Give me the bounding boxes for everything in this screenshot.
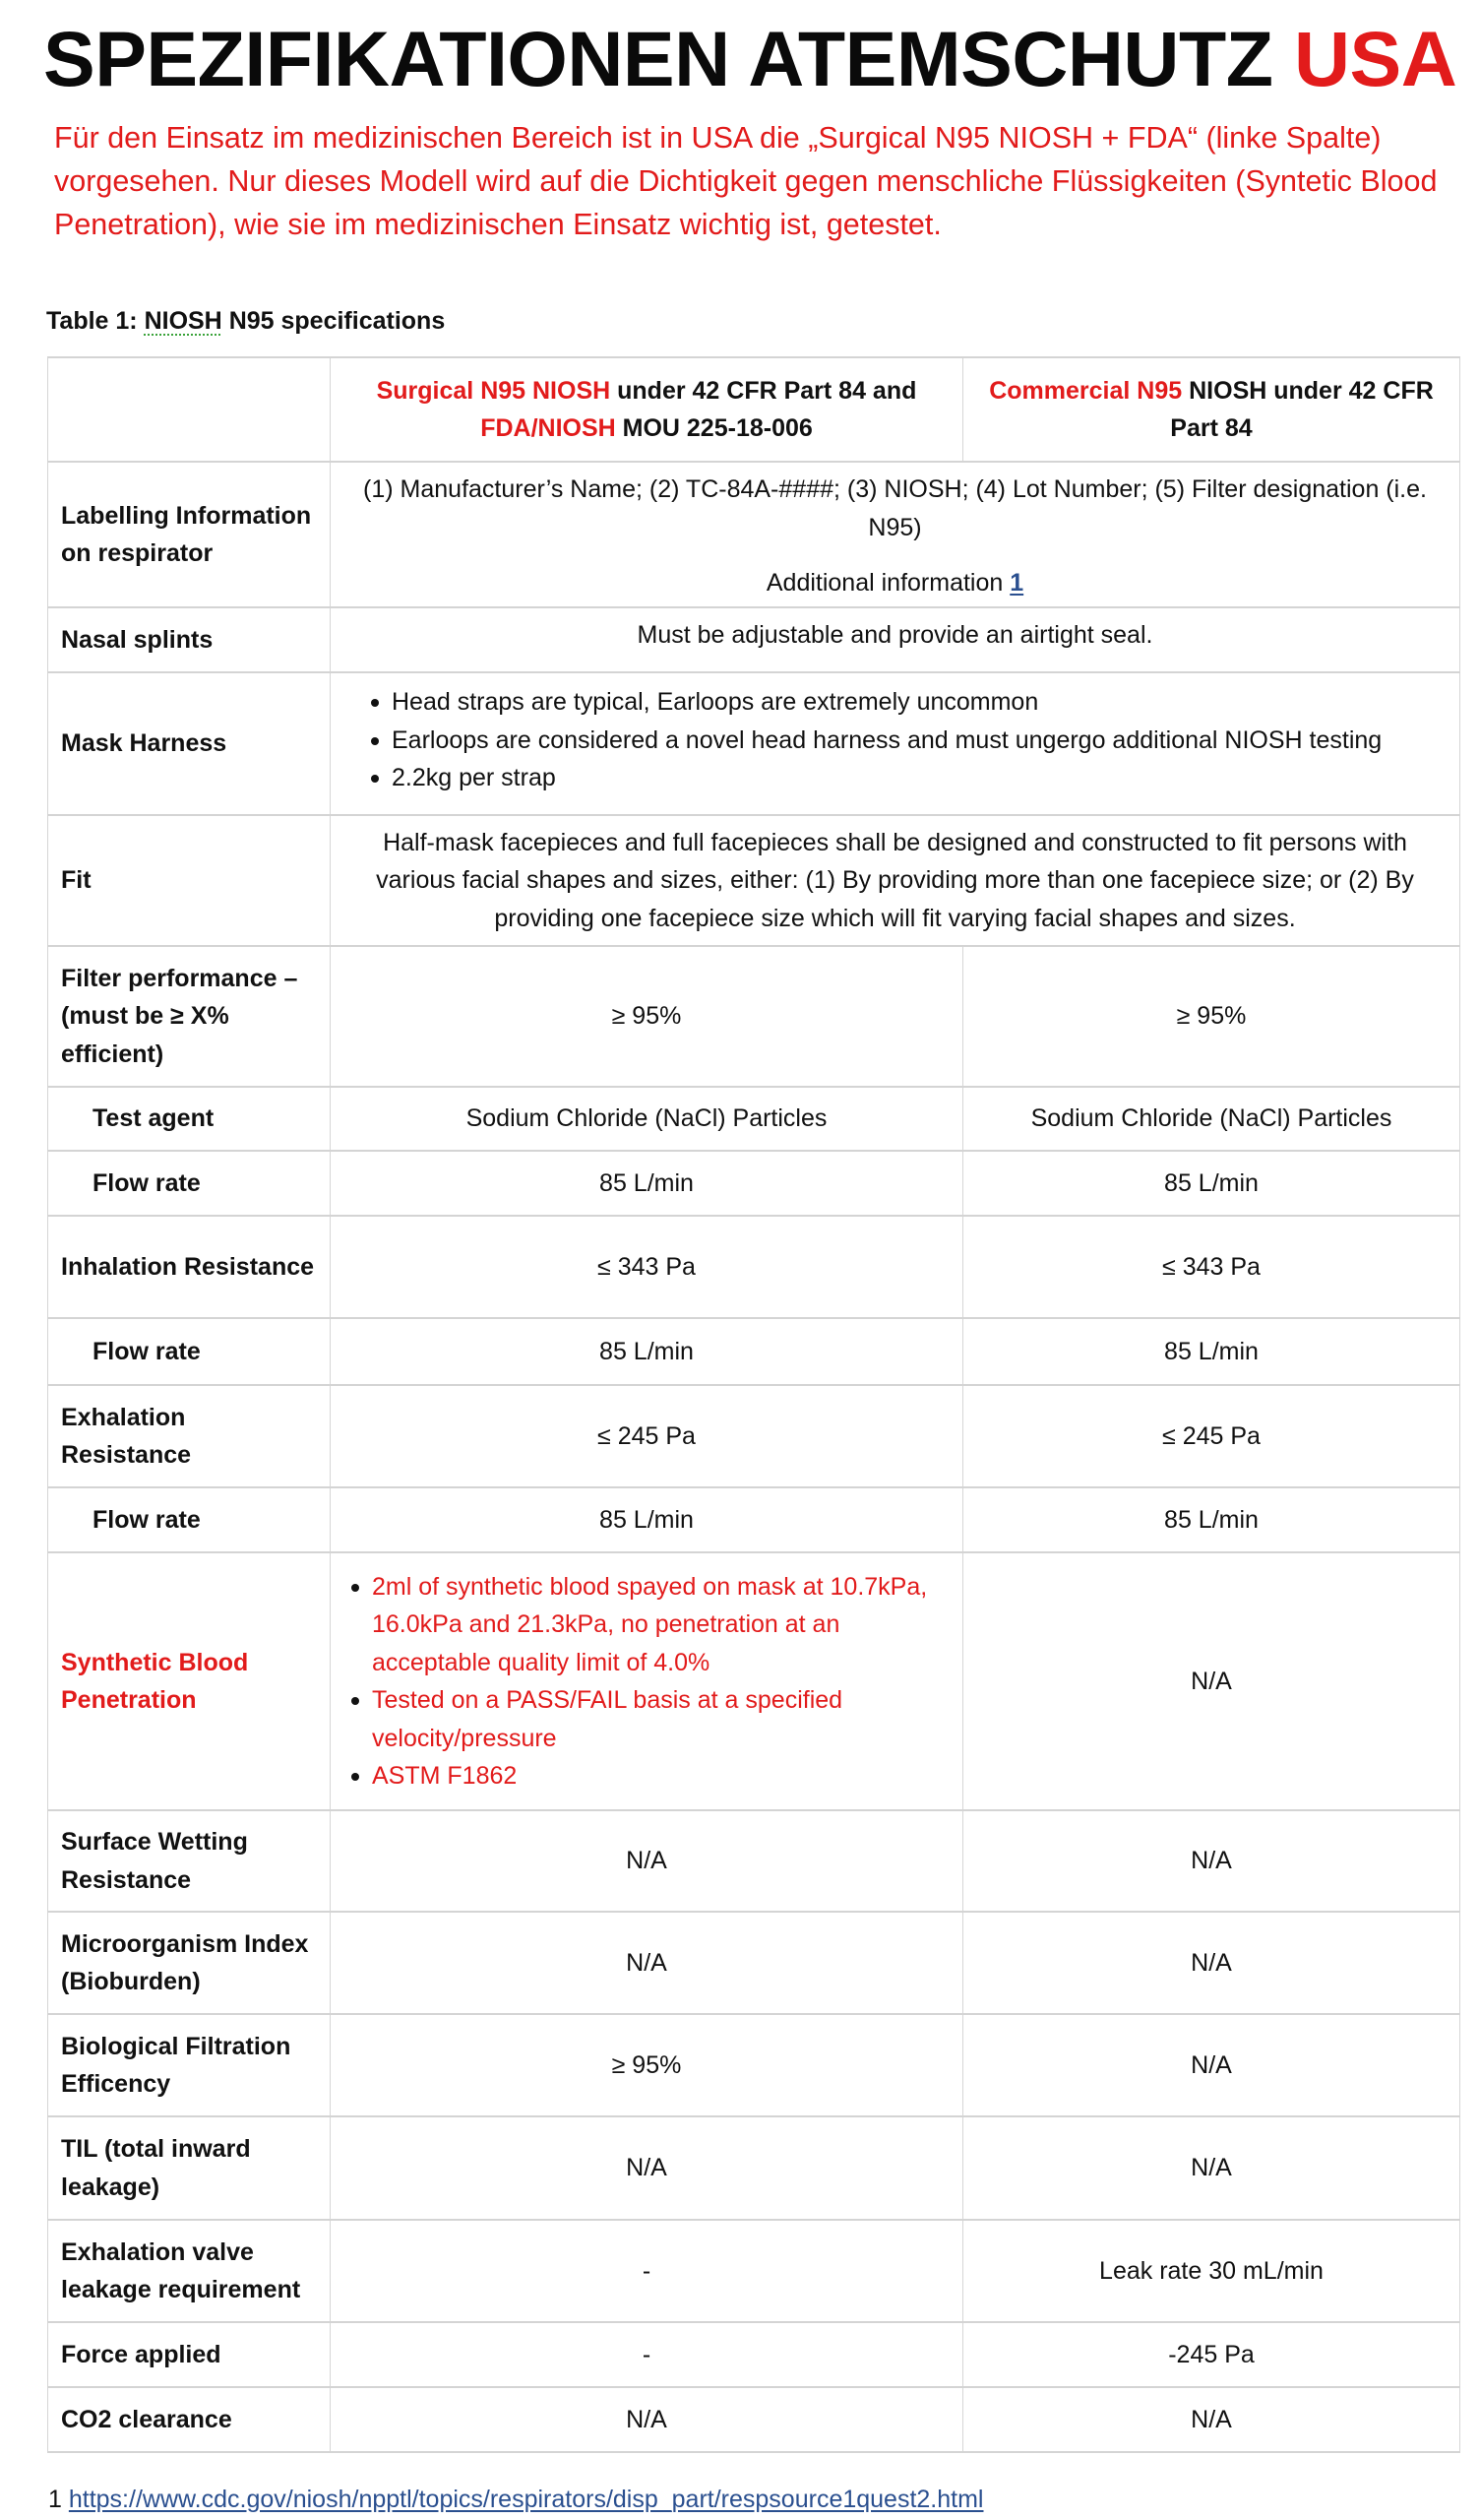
cell-commercial: N/A xyxy=(963,2387,1460,2452)
cell-surgical: - xyxy=(331,2220,963,2322)
cell-commercial: -245 Pa xyxy=(963,2322,1460,2387)
row-label: Fit xyxy=(48,815,331,946)
row-label: Inhalation Resistance xyxy=(48,1216,331,1318)
row-label: TIL (total inward leakage) xyxy=(48,2116,331,2220)
caption-suffix: N95 specifications xyxy=(221,307,446,335)
table-row xyxy=(48,815,1460,946)
cell-surgical: N/A xyxy=(331,2116,963,2220)
cell-commercial: 85 L/min xyxy=(963,1318,1460,1385)
spec-table xyxy=(47,356,1460,2453)
table-header-row xyxy=(48,357,1460,462)
table-row xyxy=(48,2387,1460,2452)
table-row xyxy=(48,1151,1460,1216)
caption-abbr-niosh[interactable]: NIOSH xyxy=(144,307,222,335)
table-row xyxy=(48,946,1460,1087)
table-row xyxy=(48,462,1460,607)
footnote-link[interactable]: https://www.cdc.gov/niosh/npptl/topics/respirators/disp_part/respsource1quest2.html xyxy=(68,2486,984,2513)
list-item: 2.2kg per strap xyxy=(368,759,1446,797)
list-item: 2ml of synthetic blood spayed on mask at 10.7kPa, 16.0kPa and 21.3kPa, no penetration at an acceptable quality limit of 4.0% xyxy=(348,1568,949,1682)
title-main: SPEZIFIKATIONEN ATEMSCHUTZ xyxy=(43,15,1294,102)
table-row xyxy=(48,1216,1460,1318)
header-fda-red: FDA/NIOSH xyxy=(480,414,616,442)
cell-commercial: N/A xyxy=(963,2014,1460,2116)
labelling-text: (1) Manufacturer’s Name; (2) TC-84A-####; (3) NIOSH; (4) Lot Number; (5) Filter designation (i.e. N95) xyxy=(363,475,1427,541)
cell-commercial: ≥ 95% xyxy=(963,946,1460,1087)
header-surgical-text: under 42 CFR Part 84 and xyxy=(610,376,917,405)
cell-surgical: 85 L/min xyxy=(331,1151,963,1216)
table-row xyxy=(48,1912,1460,2014)
cell-commercial: N/A xyxy=(963,2116,1460,2220)
cell-commercial: ≤ 343 Pa xyxy=(963,1216,1460,1318)
cell-commercial: 85 L/min xyxy=(963,1151,1460,1216)
cell-surgical: ≥ 95% xyxy=(331,2014,963,2116)
row-label: CO2 clearance xyxy=(48,2387,331,2452)
footnote-ref-link[interactable]: 1 xyxy=(1010,569,1024,598)
synthetic-blood-list xyxy=(348,1568,949,1796)
row-label: Microorganism Index (Bioburden) xyxy=(48,1912,331,2014)
cell-commercial: ≤ 245 Pa xyxy=(963,1385,1460,1487)
list-item: Earloops are considered a novel head harness and must ungergo additional NIOSH testing xyxy=(368,722,1446,760)
row-label: Exhalation valve leakage requirement xyxy=(48,2220,331,2322)
cell-surgical: Sodium Chloride (NaCl) Particles xyxy=(331,1087,963,1151)
table-row xyxy=(48,2014,1460,2116)
table-row xyxy=(48,2220,1460,2322)
row-label: Force applied xyxy=(48,2322,331,2387)
mask-harness-list xyxy=(368,683,1446,797)
intro-paragraph: Für den Einsatz im medizinischen Bereich ist in USA die „Surgical N95 NIOSH + FDA“ (linke Spalte) vorgesehen. Nur dieses Modell wird auf die Dichtigkeit gegen menschliche Flüssigkeiten (Syntetic Blood Penetration), wie sie im medizinischen Einsatz wichtig ist, getestet. xyxy=(54,121,1438,241)
table-row xyxy=(48,1552,1460,1810)
row-label: Nasal splints xyxy=(48,607,331,672)
caption-prefix: Table 1: xyxy=(46,307,145,335)
cell-surgical: N/A xyxy=(331,1810,963,1912)
cell-commercial: N/A xyxy=(963,1912,1460,2014)
page-title xyxy=(43,14,1456,104)
cell-commercial: 85 L/min xyxy=(963,1487,1460,1552)
cell-surgical: N/A xyxy=(331,1912,963,2014)
row-label: Labelling Information on respirator xyxy=(48,462,331,607)
header-commercial-red: Commercial N95 xyxy=(989,376,1183,405)
row-label: Flow rate xyxy=(48,1318,331,1385)
cell-commercial: N/A xyxy=(963,1552,1460,1810)
row-label: Biological Filtration Efficency xyxy=(48,2014,331,2116)
cell-surgical: 85 L/min xyxy=(331,1487,963,1552)
table-row xyxy=(48,1087,1460,1151)
cell-surgical: N/A xyxy=(331,2387,963,2452)
row-label: Mask Harness xyxy=(48,672,331,815)
row-label: Exhalation Resistance xyxy=(48,1385,331,1487)
table-row xyxy=(48,2322,1460,2387)
cell-surgical: ≤ 343 Pa xyxy=(331,1216,963,1318)
table-row xyxy=(48,1810,1460,1912)
row-label: Flow rate xyxy=(48,1151,331,1216)
row-label: Test agent xyxy=(48,1087,331,1151)
list-item: Head straps are typical, Earloops are extremely uncommon xyxy=(368,683,1446,722)
header-mou-text: MOU 225-18-006 xyxy=(615,414,813,442)
row-label: Filter performance – (must be ≥ X% efficient) xyxy=(48,946,331,1087)
cell-commercial: Leak rate 30 mL/min xyxy=(963,2220,1460,2322)
cell-commercial: Sodium Chloride (NaCl) Particles xyxy=(963,1087,1460,1151)
footnote xyxy=(48,2482,984,2517)
header-commercial-text: NIOSH under 42 CFR Part 84 xyxy=(1170,376,1434,442)
row-value-span xyxy=(331,462,1460,607)
row-value-span: Half-mask facepieces and full facepieces shall be designed and constructed to fit persons with various facial shapes and sizes, either: (1) By providing more than one facepiece size; or (2) By providing one facepiece size which will fit varying facial shapes and sizes. xyxy=(331,815,1460,946)
cell-surgical: 85 L/min xyxy=(331,1318,963,1385)
header-empty-cell xyxy=(48,357,331,462)
row-label: Flow rate xyxy=(48,1487,331,1552)
row-label: Surface Wetting Resistance xyxy=(48,1810,331,1912)
list-item: Tested on a PASS/FAIL basis at a specified velocity/pressure xyxy=(348,1681,949,1757)
row-label: Synthetic Blood Penetration xyxy=(48,1552,331,1810)
header-surgical xyxy=(331,357,963,462)
cell-surgical: ≤ 245 Pa xyxy=(331,1385,963,1487)
table-row xyxy=(48,607,1460,672)
row-value-span xyxy=(331,672,1460,815)
row-value-span: Must be adjustable and provide an airtight seal. xyxy=(331,607,1460,672)
table-row xyxy=(48,672,1460,815)
header-surgical-red: Surgical N95 NIOSH xyxy=(376,376,611,405)
table-row xyxy=(48,1385,1460,1487)
cell-surgical: ≥ 95% xyxy=(331,946,963,1087)
list-item: ASTM F1862 xyxy=(348,1757,949,1796)
table-row xyxy=(48,1318,1460,1385)
additional-info-label: Additional information xyxy=(766,569,1011,598)
cell-surgical xyxy=(331,1552,963,1810)
header-commercial xyxy=(963,357,1460,462)
title-accent-usa: USA xyxy=(1293,15,1457,102)
footnote-number: 1 xyxy=(48,2486,69,2513)
table-row xyxy=(48,2116,1460,2220)
table-row xyxy=(48,1487,1460,1552)
additional-info xyxy=(344,564,1446,602)
table-caption xyxy=(46,303,445,339)
cell-surgical: - xyxy=(331,2322,963,2387)
cell-commercial: N/A xyxy=(963,1810,1460,1912)
